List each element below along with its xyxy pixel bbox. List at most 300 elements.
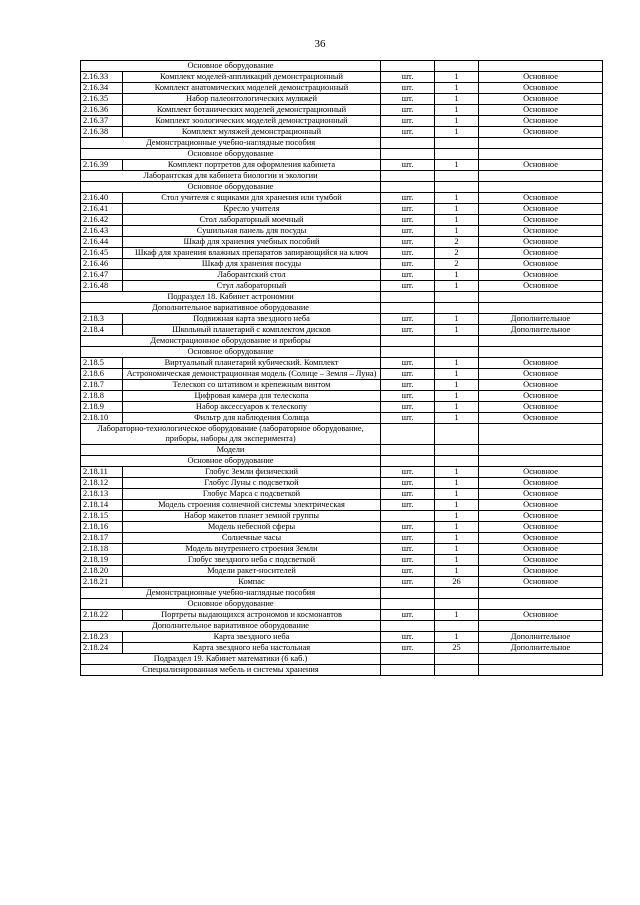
item-number: 2.18.11 <box>81 467 123 478</box>
empty-cell <box>381 424 435 445</box>
item-quantity: 1 <box>435 489 479 500</box>
item-number: 2.18.7 <box>81 380 123 391</box>
item-quantity: 1 <box>435 270 479 281</box>
item-name: Стол учителя с ящиками для хранения или тумбой <box>123 193 381 204</box>
item-number: 2.18.20 <box>81 566 123 577</box>
section-header: Основное оборудование <box>81 61 381 72</box>
empty-cell <box>381 445 435 456</box>
item-type: Основное <box>479 391 603 402</box>
empty-cell <box>435 149 479 160</box>
item-name: Комплект зоологических моделей демонстрационный <box>123 116 381 127</box>
item-number: 2.18.14 <box>81 500 123 511</box>
empty-cell <box>435 665 479 676</box>
item-number: 2.16.44 <box>81 237 123 248</box>
empty-cell <box>479 138 603 149</box>
item-quantity: 1 <box>435 281 479 292</box>
item-type: Основное <box>479 577 603 588</box>
item-type: Основное <box>479 489 603 500</box>
table-row <box>81 380 603 391</box>
item-name: Набор макетов планет земной группы <box>123 511 381 522</box>
section-header: Основное оборудование <box>81 599 381 610</box>
item-name: Шкаф для хранения учебных пособий <box>123 237 381 248</box>
item-type: Основное <box>479 544 603 555</box>
empty-cell <box>381 292 435 303</box>
item-number: 2.16.34 <box>81 83 123 94</box>
item-quantity: 1 <box>435 632 479 643</box>
item-name: Подвижная карта звездного неба <box>123 314 381 325</box>
table-row <box>81 83 603 94</box>
item-name: Телескоп со штативом и крепежным винтом <box>123 380 381 391</box>
item-unit: шт. <box>381 478 435 489</box>
item-type: Основное <box>479 511 603 522</box>
table-row <box>81 643 603 654</box>
item-unit: шт. <box>381 566 435 577</box>
empty-cell <box>479 665 603 676</box>
item-quantity: 1 <box>435 193 479 204</box>
empty-cell <box>479 182 603 193</box>
item-number: 2.18.10 <box>81 413 123 424</box>
item-type: Основное <box>479 105 603 116</box>
section-header: Основное оборудование <box>81 182 381 193</box>
empty-cell <box>479 171 603 182</box>
empty-cell <box>381 665 435 676</box>
table-row <box>81 325 603 336</box>
item-name: Виртуальный планетарий кубический. Комплект <box>123 358 381 369</box>
item-type: Основное <box>479 533 603 544</box>
item-unit: шт. <box>381 193 435 204</box>
item-quantity: 1 <box>435 204 479 215</box>
table-row <box>81 116 603 127</box>
empty-cell <box>381 347 435 358</box>
section-header-row <box>81 336 603 347</box>
empty-cell <box>381 336 435 347</box>
item-type: Основное <box>479 413 603 424</box>
item-type: Основное <box>479 204 603 215</box>
empty-cell <box>435 182 479 193</box>
item-unit: шт. <box>381 577 435 588</box>
item-unit: шт. <box>381 391 435 402</box>
section-header-row <box>81 445 603 456</box>
item-name: Набор аксессуаров к телескопу <box>123 402 381 413</box>
item-type: Дополнительное <box>479 325 603 336</box>
item-type: Основное <box>479 237 603 248</box>
section-header: Лаборантская для кабинета биологии и экологии <box>81 171 381 182</box>
item-unit: шт. <box>381 358 435 369</box>
item-type: Основное <box>479 402 603 413</box>
empty-cell <box>479 292 603 303</box>
item-type: Основное <box>479 83 603 94</box>
item-type: Основное <box>479 193 603 204</box>
item-number: 2.16.42 <box>81 215 123 226</box>
item-name: Кресло учителя <box>123 204 381 215</box>
item-name: Лаборантский стол <box>123 270 381 281</box>
item-type: Основное <box>479 500 603 511</box>
empty-cell <box>381 599 435 610</box>
item-quantity: 26 <box>435 577 479 588</box>
section-header: Демонстрационное оборудование и приборы <box>81 336 381 347</box>
item-unit: шт. <box>381 413 435 424</box>
item-unit: шт. <box>381 281 435 292</box>
item-quantity: 1 <box>435 72 479 83</box>
item-unit: шт. <box>381 643 435 654</box>
item-unit: шт. <box>381 610 435 621</box>
item-unit: шт. <box>381 248 435 259</box>
table-row <box>81 467 603 478</box>
item-number: 2.18.17 <box>81 533 123 544</box>
section-header: Основное оборудование <box>81 149 381 160</box>
item-number: 2.18.21 <box>81 577 123 588</box>
item-name: Комплект моделей-аппликаций демонстрационный <box>123 72 381 83</box>
empty-cell <box>381 149 435 160</box>
item-unit: шт. <box>381 116 435 127</box>
item-type: Дополнительное <box>479 314 603 325</box>
item-type: Основное <box>479 281 603 292</box>
section-header: Подраздел 19. Кабинет математики (6 каб.) <box>81 654 381 665</box>
item-quantity: 1 <box>435 500 479 511</box>
item-unit: шт. <box>381 500 435 511</box>
table-row <box>81 391 603 402</box>
item-name: Комплект ботанических моделей демонстрационный <box>123 105 381 116</box>
item-unit: шт. <box>381 215 435 226</box>
item-number: 2.16.46 <box>81 259 123 270</box>
empty-cell <box>479 456 603 467</box>
item-number: 2.16.38 <box>81 127 123 138</box>
item-quantity: 25 <box>435 643 479 654</box>
section-header: Специализированная мебель и системы хранения <box>81 665 381 676</box>
item-quantity: 1 <box>435 478 479 489</box>
empty-cell <box>479 347 603 358</box>
item-unit: шт. <box>381 83 435 94</box>
item-quantity: 1 <box>435 226 479 237</box>
table-row <box>81 402 603 413</box>
item-type: Основное <box>479 358 603 369</box>
item-name: Комплект портретов для оформления кабинета <box>123 160 381 171</box>
item-number: 2.18.9 <box>81 402 123 413</box>
item-type: Основное <box>479 555 603 566</box>
item-name: Модель внутреннего строения Земли <box>123 544 381 555</box>
item-number: 2.18.4 <box>81 325 123 336</box>
empty-cell <box>435 347 479 358</box>
section-header: Подраздел 18. Кабинет астрономии <box>81 292 381 303</box>
section-header: Лабораторно-технологическое оборудование (лабораторное оборудование, приборы, наборы для эксперимента) <box>81 424 381 445</box>
item-number: 2.16.41 <box>81 204 123 215</box>
item-unit: шт. <box>381 204 435 215</box>
item-number: 2.18.13 <box>81 489 123 500</box>
item-unit: шт. <box>381 94 435 105</box>
item-number: 2.18.3 <box>81 314 123 325</box>
item-unit: шт. <box>381 632 435 643</box>
item-number: 2.16.35 <box>81 94 123 105</box>
item-unit: шт. <box>381 259 435 270</box>
empty-cell <box>381 182 435 193</box>
section-header: Модели <box>81 445 381 456</box>
table-row <box>81 577 603 588</box>
item-number: 2.16.40 <box>81 193 123 204</box>
item-name: Стол лабораторный моечный <box>123 215 381 226</box>
item-quantity: 1 <box>435 215 479 226</box>
item-quantity: 1 <box>435 369 479 380</box>
table-row <box>81 259 603 270</box>
table-row <box>81 105 603 116</box>
item-quantity: 1 <box>435 566 479 577</box>
empty-cell <box>435 588 479 599</box>
item-name: Модели ракет-носителей <box>123 566 381 577</box>
item-number: 2.18.15 <box>81 511 123 522</box>
empty-cell <box>435 445 479 456</box>
item-number: 2.18.24 <box>81 643 123 654</box>
item-name: Компас <box>123 577 381 588</box>
item-number: 2.18.16 <box>81 522 123 533</box>
empty-cell <box>479 588 603 599</box>
empty-cell <box>435 171 479 182</box>
item-number: 2.18.5 <box>81 358 123 369</box>
item-quantity: 1 <box>435 467 479 478</box>
item-unit: шт. <box>381 127 435 138</box>
page-number: 36 <box>314 38 326 50</box>
section-header-row <box>81 456 603 467</box>
item-quantity: 1 <box>435 413 479 424</box>
table-row <box>81 160 603 171</box>
item-number: 2.18.18 <box>81 544 123 555</box>
item-type: Основное <box>479 467 603 478</box>
item-number: 2.16.37 <box>81 116 123 127</box>
table-row <box>81 413 603 424</box>
item-unit: шт. <box>381 544 435 555</box>
section-header-row <box>81 149 603 160</box>
section-header-row <box>81 138 603 149</box>
table-row <box>81 226 603 237</box>
section-header-row <box>81 654 603 665</box>
table-row <box>81 314 603 325</box>
item-type: Основное <box>479 610 603 621</box>
table-row <box>81 281 603 292</box>
item-name: Карта звездного неба <box>123 632 381 643</box>
item-type: Основное <box>479 566 603 577</box>
section-header-row <box>81 665 603 676</box>
section-header: Основное оборудование <box>81 456 381 467</box>
item-quantity: 1 <box>435 160 479 171</box>
empty-cell <box>479 336 603 347</box>
item-unit: шт. <box>381 369 435 380</box>
item-name: Солнечные часы <box>123 533 381 544</box>
item-name: Модель строения солнечной системы электрическая <box>123 500 381 511</box>
item-type: Основное <box>479 72 603 83</box>
item-type: Основное <box>479 94 603 105</box>
item-name: Фильтр для наблюдения Солнца <box>123 413 381 424</box>
empty-cell <box>435 292 479 303</box>
item-name: Портреты выдающихся астрономов и космонавтов <box>123 610 381 621</box>
empty-cell <box>381 303 435 314</box>
item-quantity: 1 <box>435 116 479 127</box>
item-unit: шт. <box>381 402 435 413</box>
item-type: Основное <box>479 248 603 259</box>
empty-cell <box>435 138 479 149</box>
item-name: Карта звездного неба настольная <box>123 643 381 654</box>
item-quantity: 1 <box>435 402 479 413</box>
empty-cell <box>435 456 479 467</box>
section-header-row <box>81 61 603 72</box>
item-unit: шт. <box>381 105 435 116</box>
table-row <box>81 632 603 643</box>
item-type: Основное <box>479 226 603 237</box>
item-unit <box>381 511 435 522</box>
equipment-table-body <box>81 61 603 676</box>
empty-cell <box>381 456 435 467</box>
item-name: Комплект анатомических моделей демонстрационный <box>123 83 381 94</box>
item-number: 2.18.12 <box>81 478 123 489</box>
item-unit: шт. <box>381 160 435 171</box>
item-type: Основное <box>479 522 603 533</box>
item-quantity: 1 <box>435 314 479 325</box>
item-name: Комплект муляжей демонстрационный <box>123 127 381 138</box>
table-row <box>81 270 603 281</box>
empty-cell <box>435 599 479 610</box>
item-quantity: 2 <box>435 237 479 248</box>
empty-cell <box>435 303 479 314</box>
item-name: Стул лабораторный <box>123 281 381 292</box>
item-name: Шкаф для хранения влажных препаратов запирающийся на ключ <box>123 248 381 259</box>
item-unit: шт. <box>381 314 435 325</box>
item-name: Школьный планетарий с комплектом дисков <box>123 325 381 336</box>
item-type: Основное <box>479 369 603 380</box>
item-unit: шт. <box>381 467 435 478</box>
item-number: 2.16.47 <box>81 270 123 281</box>
item-quantity: 1 <box>435 522 479 533</box>
item-type: Основное <box>479 259 603 270</box>
table-row <box>81 72 603 83</box>
item-number: 2.16.48 <box>81 281 123 292</box>
item-quantity: 1 <box>435 610 479 621</box>
item-quantity: 1 <box>435 555 479 566</box>
item-name: Цифровая камера для телескопа <box>123 391 381 402</box>
item-type: Основное <box>479 478 603 489</box>
section-header-row <box>81 292 603 303</box>
table-row <box>81 610 603 621</box>
item-number: 2.18.8 <box>81 391 123 402</box>
empty-cell <box>435 336 479 347</box>
table-row <box>81 500 603 511</box>
item-number: 2.18.6 <box>81 369 123 380</box>
empty-cell <box>479 303 603 314</box>
table-row <box>81 358 603 369</box>
empty-cell <box>435 424 479 445</box>
item-unit: шт. <box>381 325 435 336</box>
empty-cell <box>435 61 479 72</box>
section-header: Дополнительное вариативное оборудование <box>81 621 381 632</box>
empty-cell <box>381 61 435 72</box>
item-unit: шт. <box>381 72 435 83</box>
empty-cell <box>381 138 435 149</box>
item-name: Модель небесной сферы <box>123 522 381 533</box>
section-header: Демонстрационные учебно-наглядные пособия <box>81 588 381 599</box>
empty-cell <box>479 61 603 72</box>
item-number: 2.16.33 <box>81 72 123 83</box>
table-row <box>81 369 603 380</box>
item-unit: шт. <box>381 555 435 566</box>
item-unit: шт. <box>381 522 435 533</box>
item-name: Глобус Земли физический <box>123 467 381 478</box>
section-header-row <box>81 588 603 599</box>
table-row <box>81 248 603 259</box>
empty-cell <box>435 654 479 665</box>
table-row <box>81 127 603 138</box>
table-row <box>81 489 603 500</box>
item-type: Основное <box>479 380 603 391</box>
table-row <box>81 522 603 533</box>
table-row <box>81 566 603 577</box>
item-name: Глобус звездного неба с подсветкой <box>123 555 381 566</box>
item-quantity: 1 <box>435 533 479 544</box>
item-type: Основное <box>479 116 603 127</box>
table-row <box>81 204 603 215</box>
empty-cell <box>435 621 479 632</box>
table-row <box>81 533 603 544</box>
item-quantity: 1 <box>435 325 479 336</box>
table-row <box>81 555 603 566</box>
table-row <box>81 544 603 555</box>
item-unit: шт. <box>381 489 435 500</box>
item-name: Астрономическая демонстрационная модель (Солнце – Земля – Луна) <box>123 369 381 380</box>
item-type: Основное <box>479 127 603 138</box>
empty-cell <box>479 424 603 445</box>
item-unit: шт. <box>381 533 435 544</box>
item-unit: шт. <box>381 270 435 281</box>
item-type: Дополнительное <box>479 643 603 654</box>
item-quantity: 2 <box>435 248 479 259</box>
item-unit: шт. <box>381 380 435 391</box>
empty-cell <box>479 445 603 456</box>
item-quantity: 1 <box>435 544 479 555</box>
table-row <box>81 511 603 522</box>
item-unit: шт. <box>381 237 435 248</box>
item-number: 2.18.23 <box>81 632 123 643</box>
table-row <box>81 215 603 226</box>
table-row <box>81 94 603 105</box>
empty-cell <box>381 621 435 632</box>
section-header-row <box>81 347 603 358</box>
item-quantity: 1 <box>435 94 479 105</box>
item-quantity: 1 <box>435 511 479 522</box>
item-quantity: 1 <box>435 358 479 369</box>
item-number: 2.16.43 <box>81 226 123 237</box>
table-row <box>81 478 603 489</box>
section-header-row <box>81 599 603 610</box>
empty-cell <box>479 621 603 632</box>
item-quantity: 1 <box>435 127 479 138</box>
section-header: Дополнительное вариативное оборудование <box>81 303 381 314</box>
item-unit: шт. <box>381 226 435 237</box>
item-type: Дополнительное <box>479 632 603 643</box>
item-quantity: 1 <box>435 380 479 391</box>
item-name: Глобус Марса с подсветкой <box>123 489 381 500</box>
section-header-row <box>81 182 603 193</box>
item-number: 2.18.22 <box>81 610 123 621</box>
item-type: Основное <box>479 160 603 171</box>
equipment-table <box>80 60 603 676</box>
item-name: Набор палеонтологических муляжей <box>123 94 381 105</box>
item-number: 2.16.45 <box>81 248 123 259</box>
section-header-row <box>81 303 603 314</box>
item-type: Основное <box>479 215 603 226</box>
section-header: Основное оборудование <box>81 347 381 358</box>
empty-cell <box>479 599 603 610</box>
item-number: 2.18.19 <box>81 555 123 566</box>
item-name: Сушильная панель для посуды <box>123 226 381 237</box>
section-header-row <box>81 171 603 182</box>
section-header-row <box>81 424 603 445</box>
empty-cell <box>479 149 603 160</box>
item-name: Шкаф для хранения посуды <box>123 259 381 270</box>
